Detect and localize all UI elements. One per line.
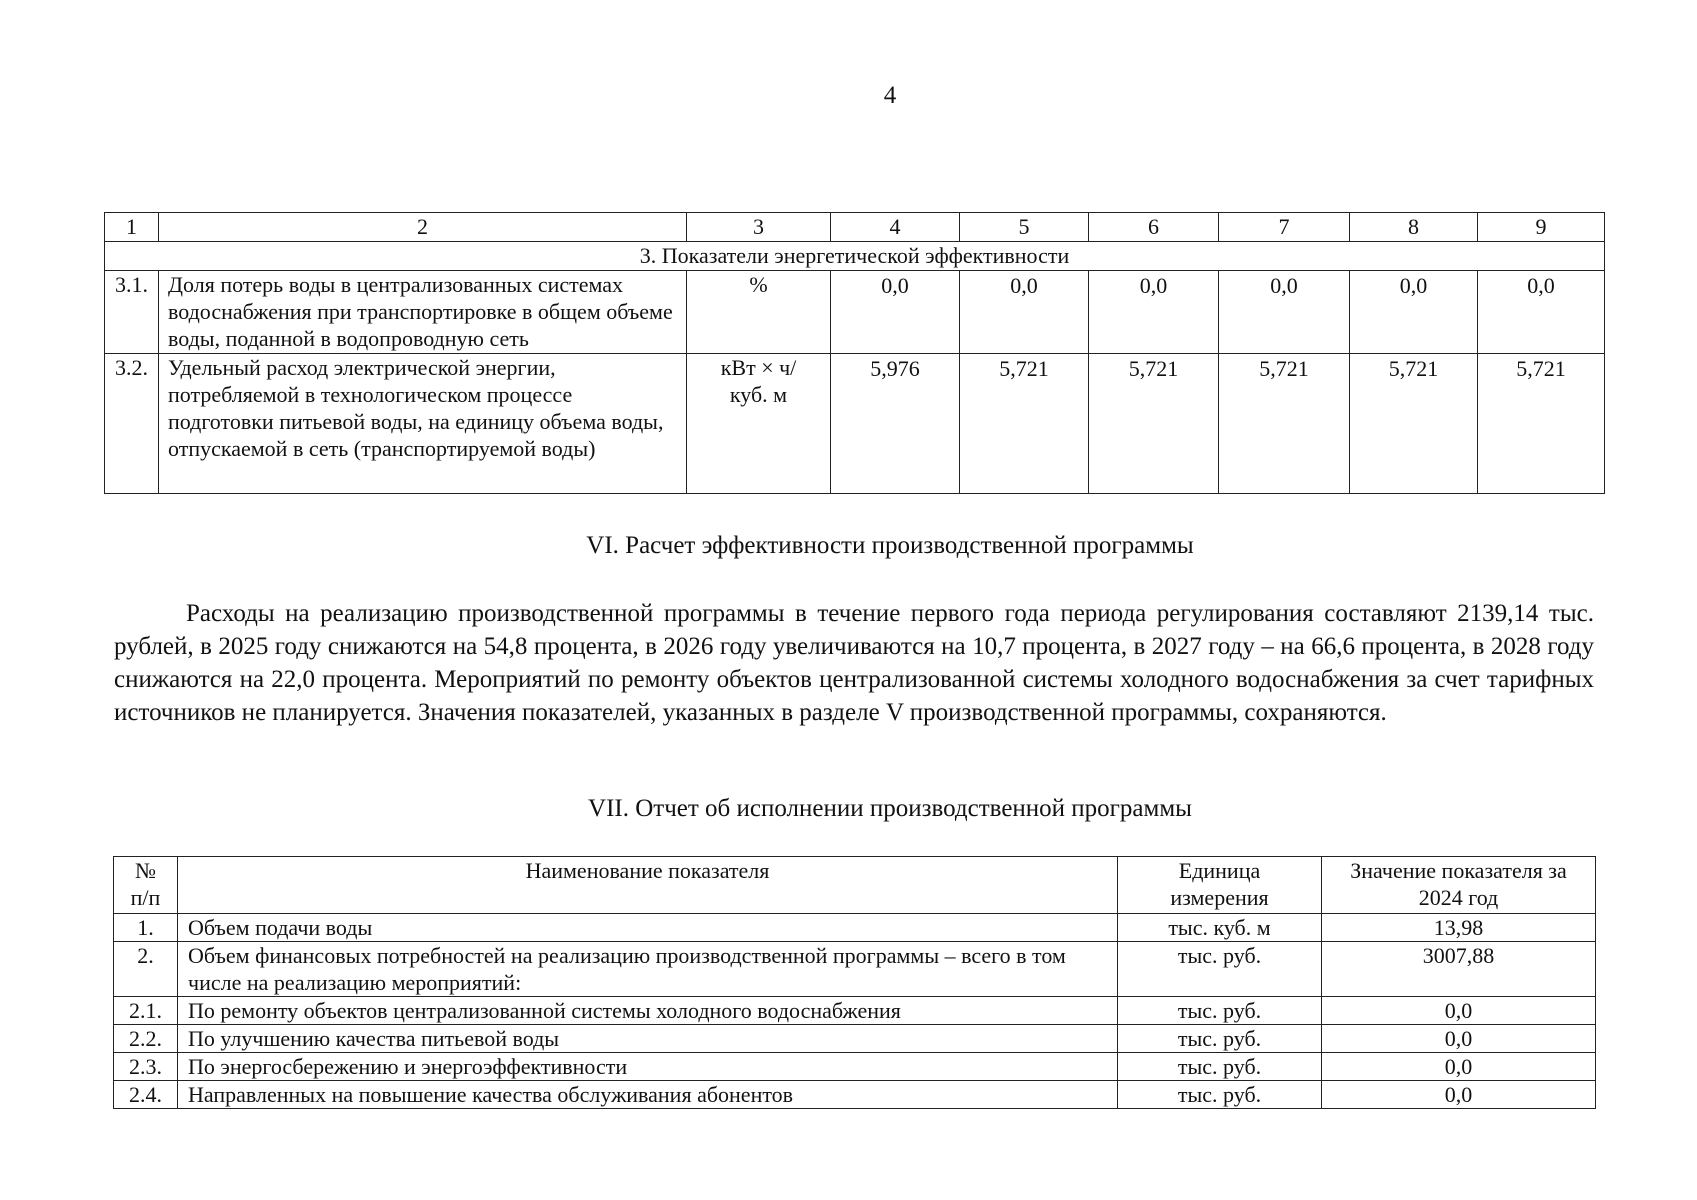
table-row bbox=[114, 914, 1596, 942]
row-value: 0,0 bbox=[1478, 271, 1605, 354]
table-header-row bbox=[105, 213, 1605, 242]
row-value: 0,0 bbox=[1322, 1053, 1596, 1081]
row-number: 2.4. bbox=[114, 1081, 178, 1109]
row-name: По ремонту объектов централизованной системы холодного водоснабжения bbox=[178, 997, 1118, 1025]
header-number: № п/п bbox=[114, 857, 178, 914]
row-unit: кВт × ч/ куб. м bbox=[687, 354, 831, 494]
row-value: 5,721 bbox=[1089, 354, 1219, 494]
row-value: 0,0 bbox=[1219, 271, 1350, 354]
row-number: 3.1. bbox=[105, 271, 159, 354]
section-6-paragraph: Расходы на реализацию производственной программы в течение первого года периода регулирования составляют 2139,14 тыс. рублей, в 2025 году снижаются на 54,8 процента, в 2026 году увеличиваются на 10,7 процента, в 2027 году – на 66,6 процента, в 2028 году снижаются на 22,0 процента. Мероприятий по ремонту объектов централизованной системы холодного водоснабжения за счет тарифных источников не планируется. Значения показателей, указанных в разделе V производственной программы, сохраняются. bbox=[114, 600, 1594, 726]
row-unit: тыс. куб. м bbox=[1118, 914, 1322, 942]
page-number: 4 bbox=[883, 82, 897, 109]
row-number: 2.2. bbox=[114, 1025, 178, 1053]
row-name: Удельный расход электрической энергии, потребляемой в технологическом процессе подготовки питьевой воды, на единицу объема воды, отпускаемой в сеть (транспортируемой воды) bbox=[159, 354, 687, 494]
section-title: 3. Показатели энергетической эффективности bbox=[105, 242, 1605, 271]
row-number: 2. bbox=[114, 942, 178, 997]
header-cell: 9 bbox=[1478, 213, 1605, 242]
row-value: 0,0 bbox=[1089, 271, 1219, 354]
table-row bbox=[114, 942, 1596, 997]
header-cell: 7 bbox=[1219, 213, 1350, 242]
row-value: 0,0 bbox=[1322, 997, 1596, 1025]
header-value: Значение показателя за 2024 год bbox=[1322, 857, 1596, 914]
row-number: 2.1. bbox=[114, 997, 178, 1025]
table-row bbox=[114, 1081, 1596, 1109]
row-value: 5,721 bbox=[960, 354, 1089, 494]
row-unit: тыс. руб. bbox=[1118, 1053, 1322, 1081]
table-row bbox=[105, 271, 1605, 354]
section-title-row bbox=[105, 242, 1605, 271]
table-row bbox=[114, 1025, 1596, 1053]
header-cell: 8 bbox=[1350, 213, 1478, 242]
row-value: 5,721 bbox=[1350, 354, 1478, 494]
row-unit: тыс. руб. bbox=[1118, 942, 1322, 997]
row-number: 2.3. bbox=[114, 1053, 178, 1081]
row-name: Доля потерь воды в централизованных системах водоснабжения при транспортировке в общем объеме воды, поданной в водопроводную сеть bbox=[159, 271, 687, 354]
table-row bbox=[114, 1053, 1596, 1081]
row-value: 0,0 bbox=[1322, 1081, 1596, 1109]
row-value: 13,98 bbox=[1322, 914, 1596, 942]
header-cell: 4 bbox=[831, 213, 960, 242]
row-value: 0,0 bbox=[831, 271, 960, 354]
header-cell: 3 bbox=[687, 213, 831, 242]
table-row bbox=[114, 997, 1596, 1025]
row-number: 3.2. bbox=[105, 354, 159, 494]
row-value: 0,0 bbox=[1322, 1025, 1596, 1053]
row-value: 5,721 bbox=[1478, 354, 1605, 494]
header-cell: 5 bbox=[960, 213, 1089, 242]
row-value: 3007,88 bbox=[1322, 942, 1596, 997]
program-report-table bbox=[113, 856, 1596, 1109]
header-cell: 6 bbox=[1089, 213, 1219, 242]
row-value: 5,721 bbox=[1219, 354, 1350, 494]
row-unit: тыс. руб. bbox=[1118, 997, 1322, 1025]
row-unit: тыс. руб. bbox=[1118, 1025, 1322, 1053]
header-cell: 2 bbox=[159, 213, 687, 242]
row-number: 1. bbox=[114, 914, 178, 942]
row-value: 0,0 bbox=[960, 271, 1089, 354]
row-name: Направленных на повышение качества обслуживания абонентов bbox=[178, 1081, 1118, 1109]
row-name: По энергосбережению и энергоэффективности bbox=[178, 1053, 1118, 1081]
row-name: Объем подачи воды bbox=[178, 914, 1118, 942]
section-6-title: VI. Расчет эффективности производственной программы bbox=[586, 532, 1194, 559]
table-row bbox=[105, 354, 1605, 494]
row-name: По улучшению качества питьевой воды bbox=[178, 1025, 1118, 1053]
row-unit: тыс. руб. bbox=[1118, 1081, 1322, 1109]
header-cell: 1 bbox=[105, 213, 159, 242]
row-unit: % bbox=[687, 271, 831, 354]
section-7-title: VII. Отчет об исполнении производственной программы bbox=[588, 795, 1192, 822]
table-header-row bbox=[114, 857, 1596, 914]
energy-efficiency-table bbox=[104, 212, 1605, 494]
header-unit: Единица измерения bbox=[1118, 857, 1322, 914]
row-value: 0,0 bbox=[1350, 271, 1478, 354]
row-value: 5,976 bbox=[831, 354, 960, 494]
row-name: Объем финансовых потребностей на реализацию производственной программы – всего в том числе на реализацию мероприятий: bbox=[178, 942, 1118, 997]
header-name: Наименование показателя bbox=[178, 857, 1118, 914]
